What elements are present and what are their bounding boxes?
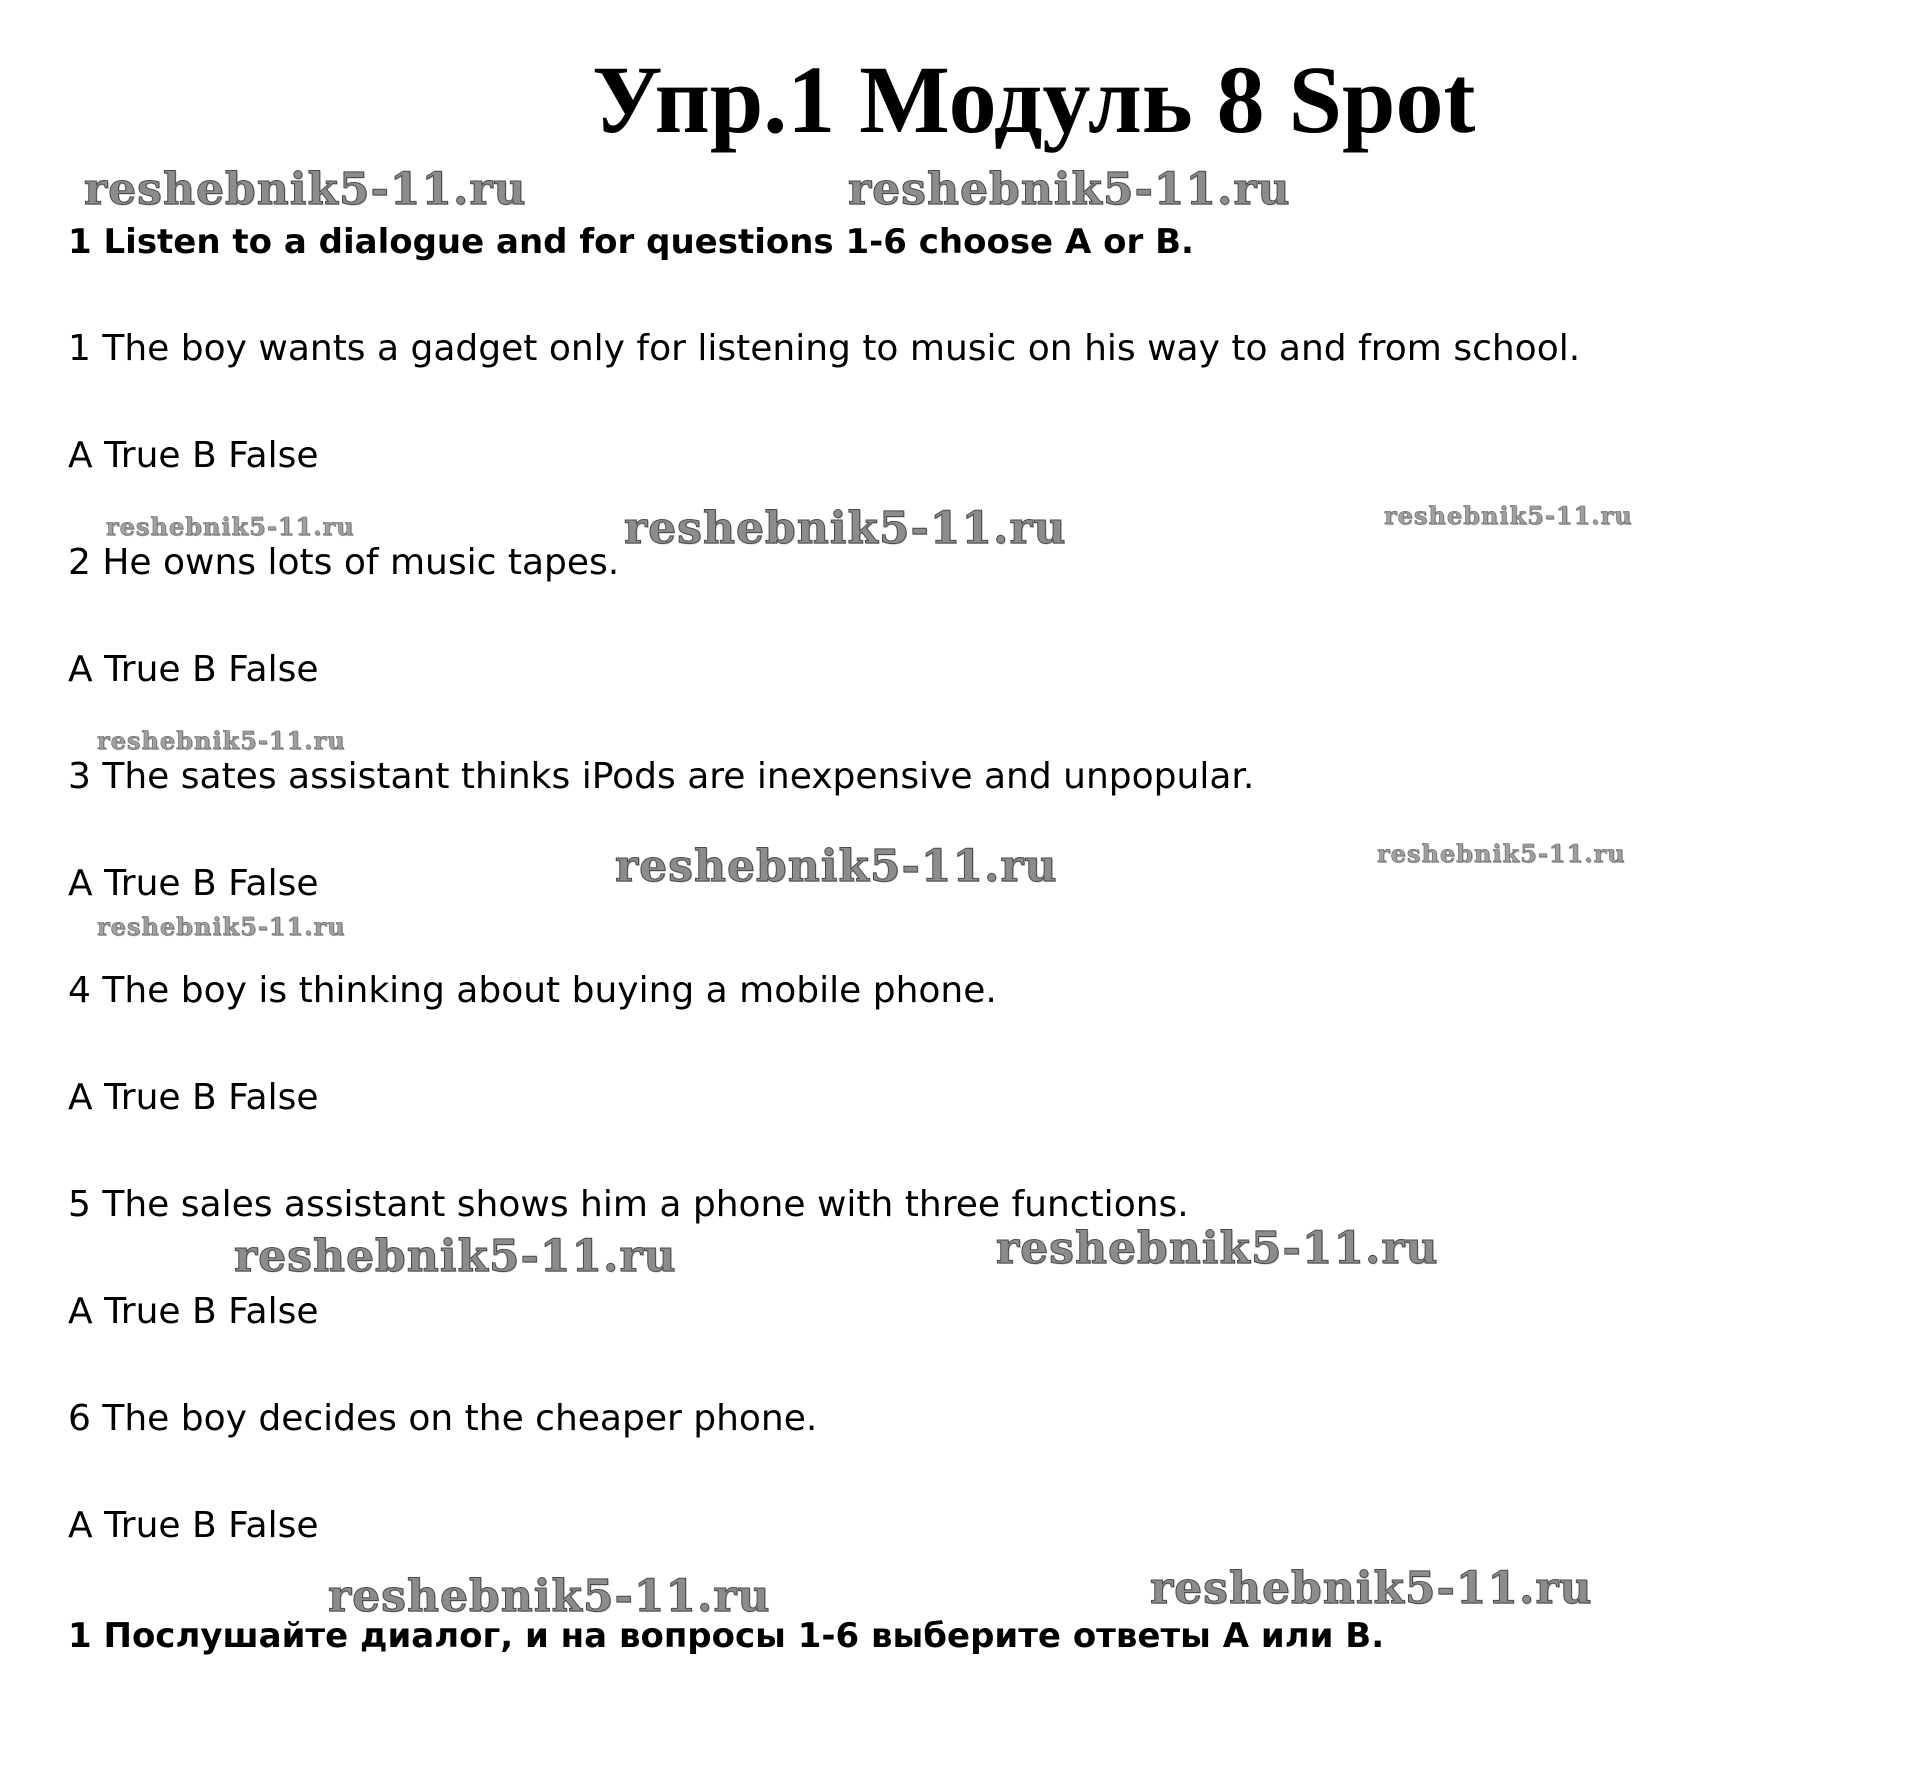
watermark: reshebnik5-11.ru bbox=[328, 1571, 771, 1622]
answer-options: A True B False bbox=[68, 649, 319, 690]
watermark: reshebnik5-11.ru bbox=[97, 912, 346, 941]
question-text: 6 The boy decides on the cheaper phone. bbox=[68, 1398, 818, 1439]
watermark: reshebnik5-11.ru bbox=[1150, 1563, 1593, 1614]
answer-options: A True B False bbox=[68, 435, 319, 476]
question-text: 5 The sales assistant shows him a phone with three functions. bbox=[68, 1184, 1189, 1225]
instruction-russian: 1 Послушайте диалог, и на вопросы 1-6 выберите ответы А или В. bbox=[68, 1616, 1385, 1656]
watermark: reshebnik5-11.ru bbox=[848, 164, 1291, 215]
answer-options: A True B False bbox=[68, 1077, 319, 1118]
watermark: reshebnik5-11.ru bbox=[84, 164, 527, 215]
answer-options: A True B False bbox=[68, 1505, 319, 1546]
answer-options: A True B False bbox=[68, 1291, 319, 1332]
page-title: Упр.1 Модуль 8 Spot bbox=[592, 46, 1476, 153]
question-text: 2 He owns lots of music tapes. bbox=[68, 542, 620, 583]
watermark: reshebnik5-11.ru bbox=[996, 1223, 1439, 1274]
instruction-english: 1 Listen to a dialogue and for questions 1-6 choose A or B. bbox=[68, 222, 1194, 262]
question-text: 4 The boy is thinking about buying a mobile phone. bbox=[68, 970, 997, 1011]
watermark: reshebnik5-11.ru bbox=[624, 503, 1067, 554]
watermark: reshebnik5-11.ru bbox=[234, 1231, 677, 1282]
answer-options: A True B False bbox=[68, 863, 319, 904]
watermark: reshebnik5-11.ru bbox=[97, 726, 346, 755]
question-text: 1 The boy wants a gadget only for listening to music on his way to and from school. bbox=[68, 328, 1581, 369]
watermark: reshebnik5-11.ru bbox=[1377, 839, 1626, 868]
watermark: reshebnik5-11.ru bbox=[1384, 501, 1633, 530]
question-text: 3 The sates assistant thinks iPods are inexpensive and unpopular. bbox=[68, 756, 1255, 797]
watermark: reshebnik5-11.ru bbox=[106, 512, 355, 541]
watermark: reshebnik5-11.ru bbox=[615, 841, 1058, 892]
